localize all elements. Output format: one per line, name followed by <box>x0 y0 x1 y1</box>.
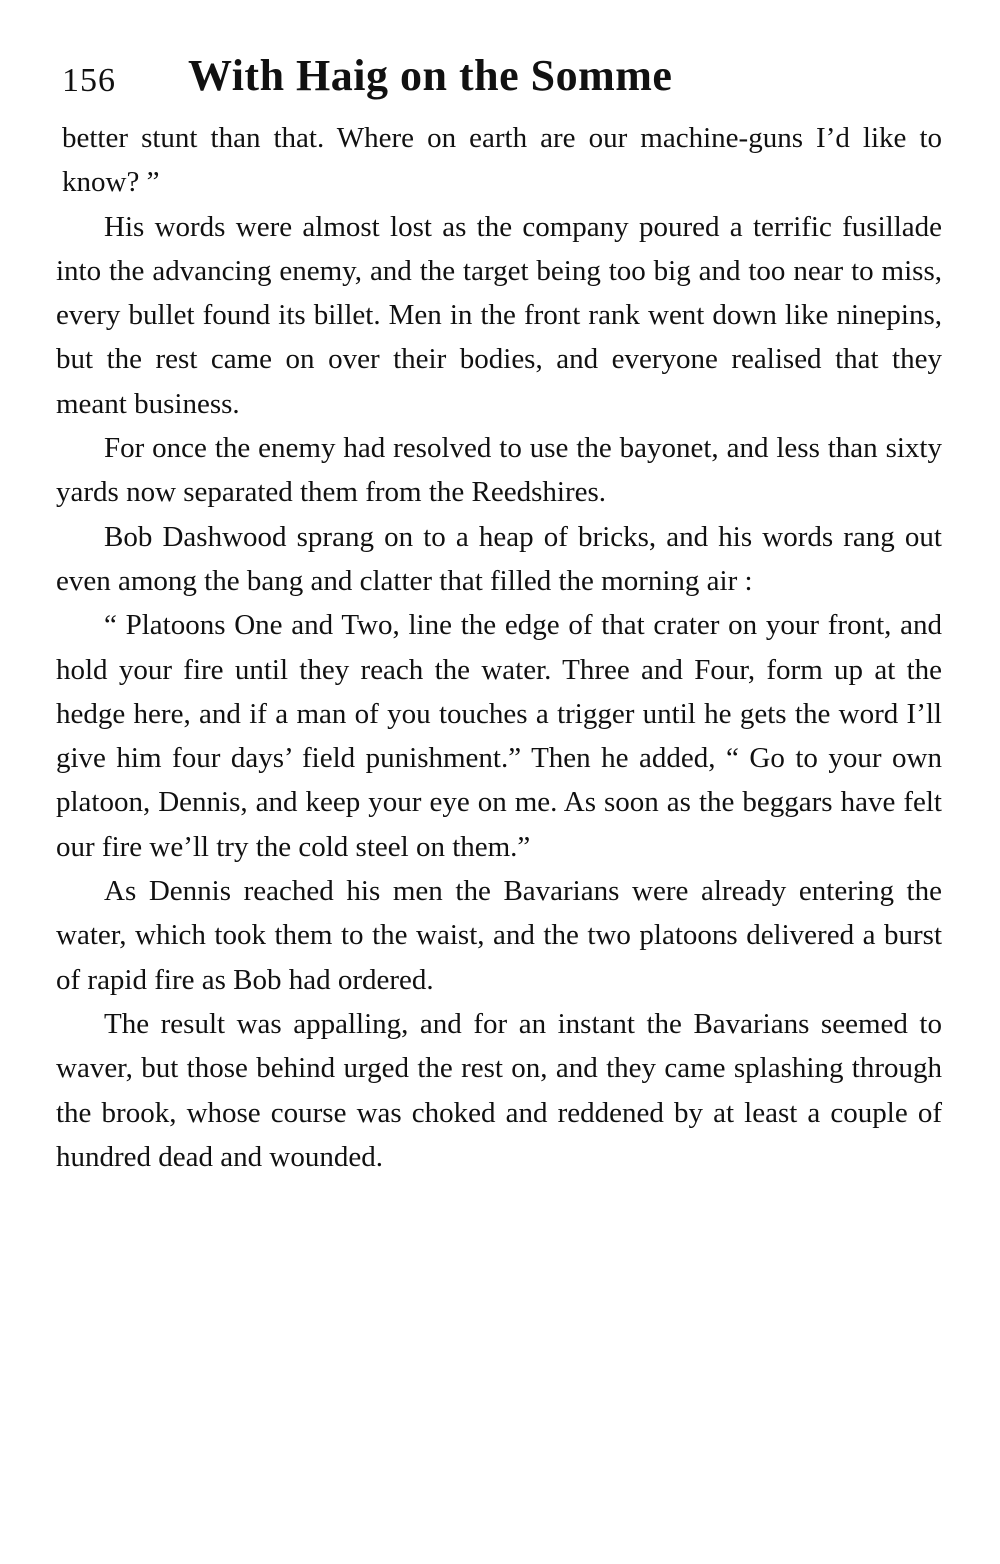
running-title: With Haig on the Somme <box>188 51 673 100</box>
paragraph: His words were almost lost as the company poured a terrific fusillade into the advancing enemy, and the target being too big and too near to miss, every bullet found its billet. Men in the front rank went down like ninepins, but the rest came on over their bodies, and everyone realised that they meant business. <box>56 210 942 420</box>
paragraph: As Dennis reached his men the Bavarians were already entering the water, which took them to the waist, and the two platoons delivered a burst of rapid fire as Bob had ordered. <box>56 875 942 996</box>
paragraph: “ Platoons One and Two, line the edge of that crater on your front, and hold your fire until they reach the water. Three and Four, form up at the hedge here, and if a man of you touches a trigger until he gets the word I’ll give him four days’ field punishment.” Then he added, “ Go to your own platoon, Dennis, and keep your eye on me. As soon as the beggars have felt our fire we’ll try the cold steel on them.” <box>56 609 942 863</box>
paragraph: For once the enemy had resolved to use the bayonet, and less than sixty yards now separated them from the Reedshires. <box>56 432 942 509</box>
page-number: 156 <box>62 62 116 99</box>
paragraph-continued: better stunt than that. Where on earth are our machine-guns I’d like to know? ” <box>62 122 942 199</box>
paragraph: Bob Dashwood sprang on to a heap of bricks, and his words rang out even among the bang and clatter that filled the morning air : <box>56 520 942 597</box>
body-text <box>56 116 942 1179</box>
paragraph: The result was appalling, and for an instant the Bavarians seemed to waver, but those behind urged the rest on, and they came splashing through the brook, whose course was choked and reddened by at least a couple of hundred dead and wounded. <box>56 1007 942 1173</box>
running-head <box>62 46 942 116</box>
